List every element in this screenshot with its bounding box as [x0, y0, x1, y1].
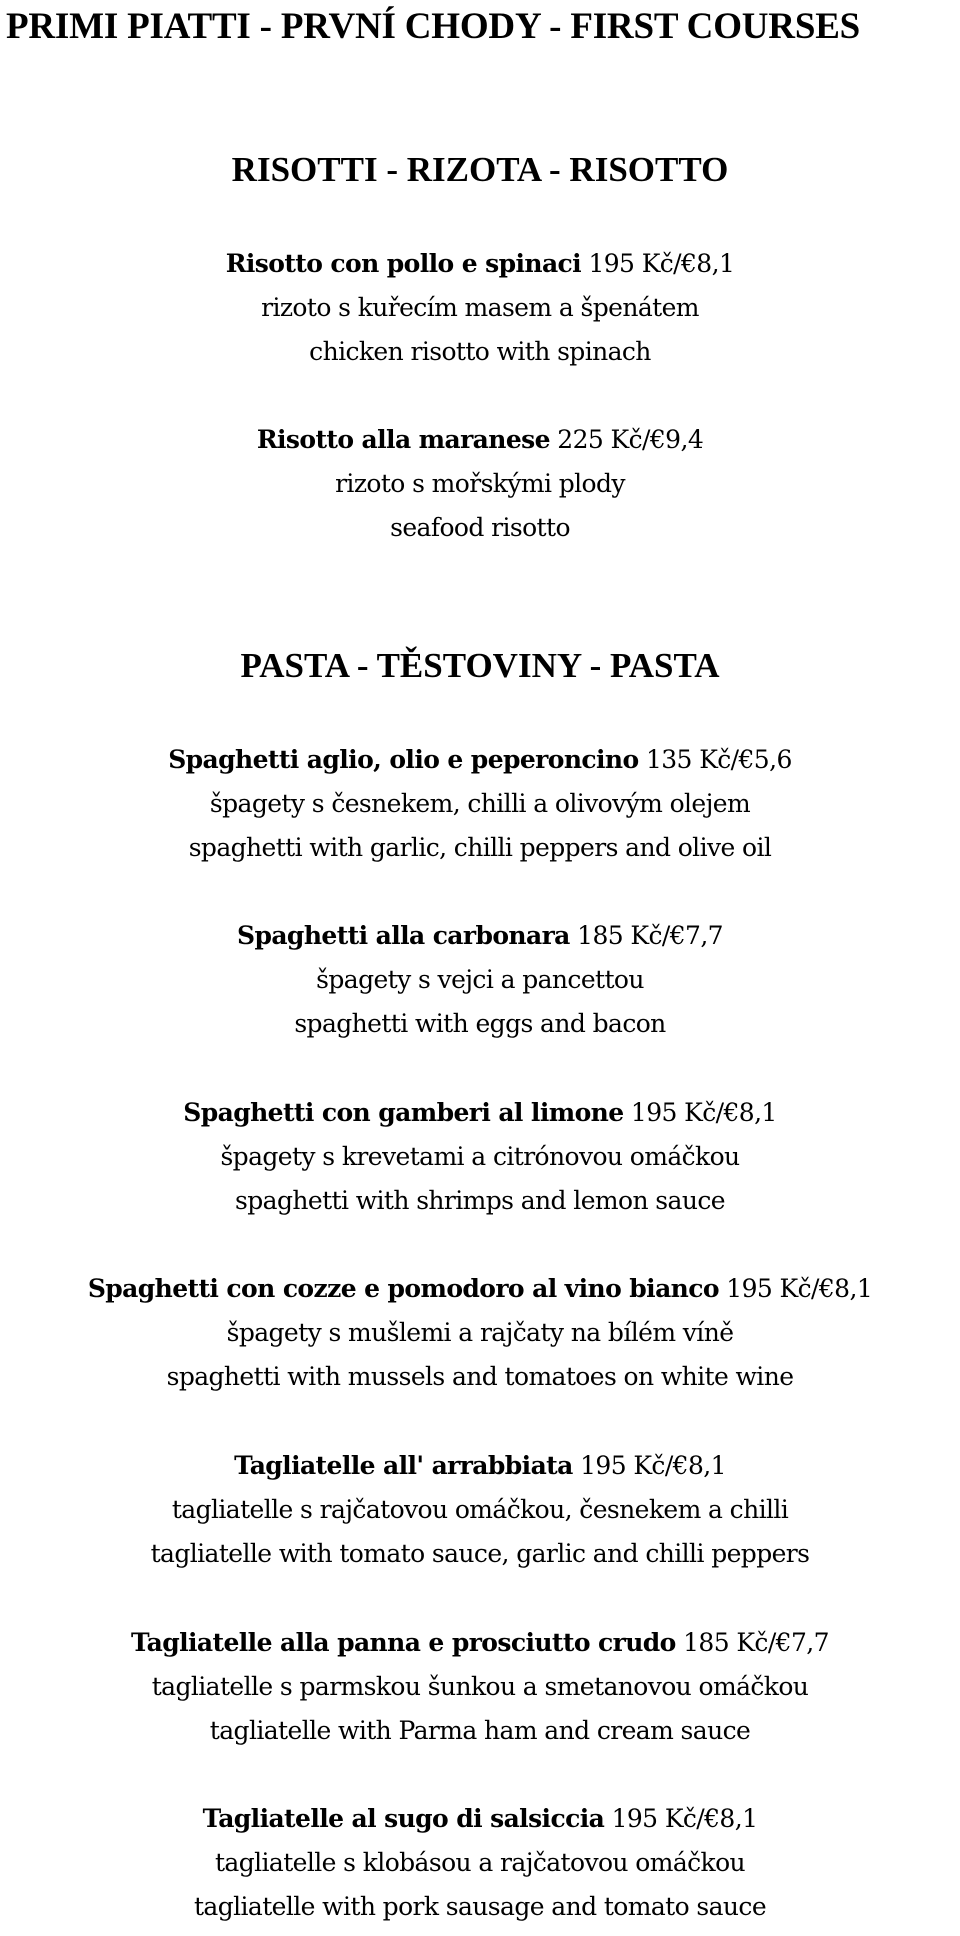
dish-english-description: tagliatelle with tomato sauce, garlic and chilli peppers: [150, 1539, 810, 1568]
dish-name: Tagliatelle alla panna e prosciutto crudo: [131, 1628, 676, 1657]
dish-name: Spaghetti con gamberi al limone: [183, 1098, 624, 1127]
dish-name: Tagliatelle all' arrabbiata: [234, 1451, 573, 1480]
dish-czech-description: špagety s mušlemi a rajčaty na bílém víně: [226, 1318, 734, 1347]
menu-item-heading: [0, 738, 960, 782]
dish-czech-description: rizoto s mořskými plody: [335, 469, 625, 498]
dish-price: 185 Kč/€7,7: [577, 921, 723, 950]
dish-price: 195 Kč/€8,1: [630, 1098, 777, 1127]
menu-item: [0, 1444, 960, 1576]
menu-item-heading: [0, 1267, 960, 1311]
dish-english-description: spaghetti with eggs and bacon: [294, 1009, 666, 1038]
menu-item: [0, 1267, 960, 1399]
dish-name: Tagliatelle al sugo di salsiccia: [202, 1804, 605, 1833]
dish-name: Spaghetti con cozze e pomodoro al vino bianco: [87, 1274, 719, 1303]
menu-item: [0, 242, 960, 374]
menu-item-heading: [0, 1444, 960, 1488]
dish-price: 195 Kč/€8,1: [580, 1451, 726, 1480]
dish-czech-description: tagliatelle s klobásou a rajčatovou omáčkou: [214, 1848, 746, 1877]
dish-price: 135 Kč/€5,6: [645, 745, 792, 774]
menu-item-heading: [0, 1621, 960, 1665]
dish-english-description: tagliatelle with pork sausage and tomato sauce: [193, 1892, 767, 1921]
section-title-pasta: PASTA - TĚSTOVINY - PASTA: [240, 646, 720, 685]
menu-item: [0, 418, 960, 550]
dish-czech-description: tagliatelle s parmskou šunkou a smetanovou omáčkou: [151, 1672, 809, 1701]
menu-item-heading: [0, 1091, 960, 1135]
dish-english-description: tagliatelle with Parma ham and cream sauce: [209, 1716, 751, 1745]
menu-item: [0, 1797, 960, 1929]
dish-english-description: spaghetti with mussels and tomatoes on white wine: [166, 1362, 794, 1391]
dish-name: Spaghetti alla carbonara: [237, 921, 570, 950]
menu-item: [0, 738, 960, 870]
section-title-risotti: RISOTTI - RIZOTA - RISOTTO: [231, 150, 729, 189]
dish-czech-description: špagety s krevetami a citrónovou omáčkou: [220, 1142, 740, 1171]
dish-czech-description: tagliatelle s rajčatovou omáčkou, česnekem a chilli: [171, 1495, 789, 1524]
dish-english-description: spaghetti with shrimps and lemon sauce: [235, 1186, 725, 1215]
menu-item: [0, 914, 960, 1046]
dish-czech-description: špagety s česnekem, chilli a olivovým olejem: [209, 789, 751, 818]
menu-item-heading: [0, 418, 960, 462]
dish-price: 225 Kč/€9,4: [557, 425, 704, 454]
menu-item-heading: [0, 242, 960, 286]
dish-name: Risotto con pollo e spinaci: [225, 249, 582, 278]
dish-czech-description: špagety s vejci a pancettou: [316, 965, 644, 994]
menu-item: [0, 1621, 960, 1753]
dish-czech-description: rizoto s kuřecím masem a špenátem: [261, 293, 699, 322]
dish-price: 195 Kč/€8,1: [588, 249, 735, 278]
dish-name: Spaghetti aglio, olio e peperoncino: [168, 745, 639, 774]
page-title: PRIMI PIATTI - PRVNÍ CHODY - FIRST COURSES: [6, 6, 861, 47]
dish-price: 195 Kč/€8,1: [726, 1274, 873, 1303]
menu-item-heading: [0, 1797, 960, 1841]
dish-english-description: seafood risotto: [390, 513, 570, 542]
menu-item: [0, 1091, 960, 1223]
dish-name: Risotto alla maranese: [256, 425, 550, 454]
menu-item-heading: [0, 914, 960, 958]
dish-english-description: spaghetti with garlic, chilli peppers and olive oil: [188, 833, 772, 862]
dish-english-description: chicken risotto with spinach: [309, 337, 651, 366]
dish-price: 185 Kč/€7,7: [683, 1628, 829, 1657]
dish-price: 195 Kč/€8,1: [611, 1804, 758, 1833]
